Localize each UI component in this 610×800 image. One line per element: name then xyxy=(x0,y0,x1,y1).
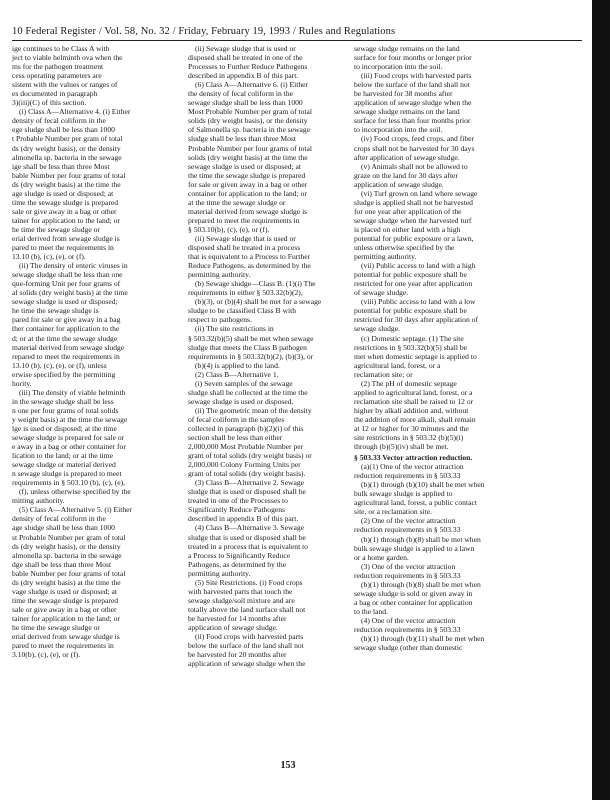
text-line: sludge that is used or disposed shall be xyxy=(188,487,306,497)
text-line: he time the sewage sludge is xyxy=(12,306,99,316)
text-line: sewage sludge. xyxy=(354,324,400,334)
text-line: (ii) Sewage sludge that is used or xyxy=(195,233,296,243)
text-line: (2) The pH of domestic septage xyxy=(361,378,457,388)
text-line: higher by alkali addition and, without xyxy=(354,405,469,415)
text-line: restrictions in § 503.32(b)(5) shall be xyxy=(354,342,468,352)
text-line: ject to viable helminth ova when the xyxy=(12,53,123,63)
text-line: (c) Domestic septage. (1) The site xyxy=(361,333,464,343)
text-line: 3.10(b), (c), (e), or (f). xyxy=(12,650,81,660)
text-line: of sewage sludge. xyxy=(354,288,409,298)
text-line: ds (dry weight basis) at the time the xyxy=(12,577,121,587)
text-line: requirements in § 503.32(b)(2), (b)(3), or xyxy=(188,351,314,361)
text-line: application of sewage sludge. xyxy=(188,623,278,632)
text-line: (2) One of the vector attraction xyxy=(361,516,456,526)
scan-edge-shadow xyxy=(592,0,610,800)
text-line: (iv) Food crops, feed crops, and fiber xyxy=(361,134,475,144)
text-line: gram of total solids (dry weight basis) or xyxy=(188,451,312,461)
text-line: collected in paragraph (b)(2)(i) of this xyxy=(188,423,304,433)
text-line: sludge to be classified Class B with xyxy=(188,306,296,316)
text-line: for one year after application of the xyxy=(354,206,462,216)
text-line: bable Number per four grams of total xyxy=(12,568,126,578)
text-line: sale or give away in a bag or other xyxy=(12,206,117,216)
text-line: (viii) Public access to land with a low xyxy=(361,297,476,307)
text-line: erial derived from sewage sludge is xyxy=(12,632,120,642)
text-line: (ii) The site restrictions in xyxy=(195,324,274,334)
text-line: sewage sludge shall be less than one xyxy=(12,270,123,280)
text-line: surface for less than four months prior xyxy=(354,116,471,126)
text-line: sewage sludge when the harvested turf xyxy=(354,215,472,225)
text-line: (iii) Food crops with harvested parts xyxy=(361,71,472,81)
text-line: bulk sewage sludge is applied to xyxy=(354,489,453,499)
text-line: ege sludge shall be less than 1000 xyxy=(12,125,115,135)
text-line: hority. xyxy=(12,378,32,388)
text-line: density of fecal coliform in the xyxy=(12,116,106,126)
text-line: sewage sludge remains on the land xyxy=(354,107,460,117)
text-line: cess operating parameters are xyxy=(12,71,102,81)
text-line: reduction requirements in § 503.33 xyxy=(354,471,461,481)
text-line: with harvested parts that touch the xyxy=(188,586,293,596)
text-line: described in appendix B of this part. xyxy=(188,71,299,81)
text-line: sewage sludge is prepared for sale or xyxy=(12,433,125,443)
text-line: prepared to meet the requirements in xyxy=(188,215,300,225)
text-line: totally above the land surface shall not xyxy=(188,604,306,614)
text-line: unless otherwise specified by the xyxy=(354,243,455,253)
text-line: erwise specified by the permitting xyxy=(12,369,116,379)
text-line: (vi) Turf grown on land where sewage xyxy=(361,188,478,198)
text-line: after application of sewage sludge. xyxy=(354,152,460,162)
text-column-2 xyxy=(188,44,358,668)
text-line: density of fecal coliform in the xyxy=(12,514,106,524)
text-line: ds (dry weight basis), or the density xyxy=(12,143,121,153)
text-line: reduction requirements in § 503.33 xyxy=(354,625,461,634)
text-line: sludge shall be collected at the time the xyxy=(188,387,308,397)
text-line: ds (dry weight basis) at the time the xyxy=(12,179,121,189)
text-line: Pathogens, as determined by the xyxy=(188,559,287,569)
text-line: (b)(1) through (b)(11) shall be met when xyxy=(361,634,485,644)
text-line: sludge shall be less than three Most xyxy=(188,134,296,144)
page-number: 153 xyxy=(280,760,296,771)
text-line: pared to meet the requirements in xyxy=(12,243,114,253)
text-line: site restrictions in § 503.32 (b)(5)(i) xyxy=(354,433,464,443)
text-line: restricted for 30 days after application of xyxy=(354,315,478,325)
text-line: vage sludge is used or disposed; at xyxy=(12,586,118,596)
text-line: sewage sludge remains on the land xyxy=(354,44,460,53)
text-line: 3)(iii)(C) of this section. xyxy=(12,98,87,108)
text-line: (b)(4) is applied to the land. xyxy=(195,360,280,370)
text-line: reclamation site; or xyxy=(354,369,413,379)
text-line: § 503.33 Vector attraction reduction. xyxy=(354,453,473,463)
text-line: age sludge is used or disposed; at xyxy=(12,188,114,198)
text-line: material derived from sewage sludge is xyxy=(188,206,308,216)
text-line: (b) Sewage sludge—Class B. (1)(i) The xyxy=(195,279,316,289)
text-line: restricted for one year after application xyxy=(354,279,473,289)
text-line: permitting authority. xyxy=(188,270,251,280)
text-line: a Process to Significantly Reduce xyxy=(188,550,291,560)
text-line: sewage sludge is used or disposed; xyxy=(12,297,118,307)
text-column-1 xyxy=(12,44,182,659)
text-line: 2,000,000 Colony Forming Units per xyxy=(188,460,301,470)
text-line: section shall be less than either xyxy=(188,433,283,443)
running-header: 10 Federal Register / Vol. 58, No. 32 / Friday, February 19, 1993 / Rules and Regulations xyxy=(12,26,396,37)
text-line: time the sewage sludge is prepared xyxy=(12,197,119,207)
text-line: he time the sewage sludge or xyxy=(12,623,100,632)
text-line: Reduce Pathogens, as determined by the xyxy=(188,261,311,271)
text-line: (5) Site Restrictions. (i) Food crops xyxy=(195,577,303,587)
text-line: permitting authority. xyxy=(188,568,251,578)
text-line: sludge that meets the Class B pathogen xyxy=(188,342,307,352)
text-line: permitting authority. xyxy=(354,252,417,262)
text-line: al solids (dry weight basis) at the time xyxy=(12,288,128,298)
text-line: t Probable Number per gram of total xyxy=(12,134,123,144)
text-line: (ii) Sewage sludge that is used or xyxy=(195,44,296,53)
text-line: requirements in either § 503.32(b)(2), xyxy=(188,288,303,298)
text-line: be harvested for 14 months after xyxy=(188,613,287,623)
text-line: met when domestic septage is applied to xyxy=(354,351,477,361)
text-line: time the sewage sludge is prepared xyxy=(12,595,119,605)
text-line: solids (dry weight basis) at the time the xyxy=(188,152,308,162)
text-line: described in appendix B of this part. xyxy=(188,514,299,524)
text-line: (b)(1) through (b)(8) shall be met when xyxy=(361,534,481,544)
text-line: lication to the land; or at the time xyxy=(12,451,114,461)
text-line: sewage sludge is used or disposed. xyxy=(188,396,294,406)
text-line: (5) Class A—Alternative 5. (i) Either xyxy=(19,505,133,515)
text-line: (4) Class B—Alternative 3. Sewage xyxy=(195,523,305,533)
text-line: container for application to the land; or xyxy=(188,188,307,198)
text-line: ds (dry weight basis), or the density xyxy=(12,541,121,551)
text-line: (b)(1) through (b)(10) shall be met when xyxy=(361,480,485,490)
text-line: repared to meet the requirements in xyxy=(12,351,120,361)
text-line: gram of total solids (dry weight basis). xyxy=(188,469,306,479)
text-line: (f), unless otherwise specified by the xyxy=(19,487,131,497)
text-line: ige shall be less than three Most xyxy=(12,161,110,171)
text-line: for sale or given away in a bag or other xyxy=(188,179,308,189)
text-line: agricultural land, forest, a public contact xyxy=(354,498,477,508)
text-line: (6) Class A—Alternative 6. (i) Either xyxy=(195,80,309,90)
text-line: Significantly Reduce Pathogens xyxy=(188,505,286,515)
text-line: applied to agricultural land, forest, or a xyxy=(354,387,473,397)
text-line: reduction requirements in § 503.33 xyxy=(354,525,461,535)
text-line: ther container for application to the xyxy=(12,324,120,334)
text-line: disposed shall be treated in one of the xyxy=(188,53,303,63)
text-line: site, or a reclamation site. xyxy=(354,507,433,517)
text-line: reduction requirements in § 503.33 xyxy=(354,570,461,580)
text-line: (2) Class B—Alternative 1. xyxy=(195,369,279,379)
text-line: § 503.10(b), (c), (e), or (f). xyxy=(188,224,270,234)
text-line: the time the sewage sludge is prepared xyxy=(188,170,306,180)
text-line: potential for public exposure shall be xyxy=(354,270,467,280)
text-line: Probable Number per four grams of total xyxy=(188,143,312,153)
text-line: treated in a process that is equivalent to xyxy=(188,541,308,551)
text-line: (3) Class B—Alternative 2. Sewage xyxy=(195,478,305,488)
text-line: dge shall be less than three Most xyxy=(12,559,112,569)
text-line: tainer for application to the land; or xyxy=(12,215,120,225)
text-line: sewage sludge is used or disposed; at xyxy=(188,161,302,171)
text-line: 2,000,000 Most Probable Number per xyxy=(188,442,304,452)
text-line: pared to meet the requirements in xyxy=(12,641,114,651)
text-line: (b)(1) through (b)(8) shall be met when xyxy=(361,579,481,589)
text-line: at the time the sewage sludge or xyxy=(188,197,286,207)
text-line: (ii) The density of enteric viruses in xyxy=(19,261,128,271)
text-line: (3) One of the vector attraction xyxy=(361,561,456,571)
text-line: sewage sludge or material derived xyxy=(12,460,116,470)
text-line: he time the sewage sludge or xyxy=(12,224,100,234)
text-line: potential for public exposure shall be xyxy=(354,306,467,316)
text-line: is placed on either land with a high xyxy=(354,224,461,234)
text-line: Processes to Further Reduce Pathogens xyxy=(188,62,308,72)
text-line: at 12 or higher for 30 minutes and the xyxy=(354,423,469,433)
text-line: 13.10 (b), (c), (e), or (f), unless xyxy=(12,360,107,370)
text-line: disposed shall be treated in a process xyxy=(188,243,301,253)
text-line: application of sewage sludge when the xyxy=(188,659,306,669)
header-rule xyxy=(12,40,582,41)
text-line: (b)(3), or (b)(4) shall be met for a sewage xyxy=(195,297,322,307)
text-line: y weight basis) at the time the sewage xyxy=(12,414,128,424)
text-line: sistent with the values or ranges of xyxy=(12,80,118,90)
text-line: (i) Class A—Alternative 4. (i) Either xyxy=(19,107,131,117)
text-line: graze on the land for 30 days after xyxy=(354,170,458,180)
text-line: tainer for application to the land; or xyxy=(12,613,120,623)
text-line: sewage sludge (other than domestic xyxy=(354,643,463,653)
text-line: or a home garden. xyxy=(354,552,409,562)
text-line: to incorporation into the soil. xyxy=(354,62,443,72)
text-line: bable Number per four grams of total xyxy=(12,170,126,180)
text-line: sale or give away in a bag or other xyxy=(12,604,117,614)
text-line: of Salmonella sp. bacteria in the sewage xyxy=(188,125,311,135)
text-line: sewage sludge shall be less than 1000 xyxy=(188,98,303,108)
text-line: a bag or other container for application xyxy=(354,597,473,607)
text-line: (a)(1) One of the vector attraction xyxy=(361,462,464,472)
text-column-3 xyxy=(354,44,524,652)
text-line: almonella sp. bacteria in the sewage xyxy=(12,550,122,560)
text-line: be harvested for 38 months after xyxy=(354,89,453,99)
text-line: es documented in paragraph xyxy=(12,89,98,99)
text-line: (i) Seven samples of the sewage xyxy=(195,378,293,388)
text-line: mitting authority. xyxy=(12,496,65,506)
text-line: almonella sp. bacteria in the sewage xyxy=(12,152,122,162)
text-line: (4) One of the vector attraction xyxy=(361,615,456,625)
text-line: bulk sewage sludge is applied to a lawn xyxy=(354,543,475,553)
text-line: reclamation site shall be raised to 12 or xyxy=(354,396,474,406)
text-line: the density of fecal coliform in the xyxy=(188,89,294,99)
text-line: d; or at the time the sewage sludge xyxy=(12,333,118,343)
text-line: solids (dry weight basis), or the density xyxy=(188,116,308,126)
text-line: potential for public exposure or a lawn, xyxy=(354,233,474,243)
text-line: (vii) Public access to land with a high xyxy=(361,261,476,271)
text-line: n sewage sludge is prepared to meet xyxy=(12,469,122,479)
text-line: (ii) Food crops with harvested parts xyxy=(195,632,304,642)
text-line: pared for sale or give away in a bag xyxy=(12,315,121,325)
text-line: of fecal coliform in the samples xyxy=(188,414,285,424)
text-line: surface for four months or longer prior xyxy=(354,53,472,63)
text-line: below the surface of the land shall not xyxy=(354,80,470,90)
text-line: be harvested for 20 months after xyxy=(188,650,287,660)
text-line: application of sewage sludge. xyxy=(354,179,444,189)
text-line: treated in one of the Processes to xyxy=(188,496,288,506)
text-line: ms for the pathogen treatment xyxy=(12,62,104,72)
text-line: crops shall not be harvested for 30 days xyxy=(354,143,475,153)
text-line: through (b)(5)(iv) shall be met. xyxy=(354,442,449,452)
text-line: que-forming Unit per four grams of xyxy=(12,279,121,289)
text-line: respect to pathogens. xyxy=(188,315,252,325)
text-line: ige continues to be Class A with xyxy=(12,44,110,53)
text-line: (iii) The density of viable helminth xyxy=(19,387,126,397)
text-line: to the land. xyxy=(354,606,388,616)
text-line: material derived from sewage sludge xyxy=(12,342,125,352)
text-line: (v) Animals shall not be allowed to xyxy=(361,161,468,171)
text-line: n one per four grams of total solids xyxy=(12,405,119,415)
text-line: sludge that is used or disposed shall be xyxy=(188,532,306,542)
text-line: application of sewage sludge when the xyxy=(354,98,472,108)
text-line: to incorporation into the soil. xyxy=(354,125,443,135)
text-line: the addition of more alkali, shall remain xyxy=(354,414,476,424)
text-line: e away in a bag or other container for xyxy=(12,442,126,452)
text-line: sewage sludge is sold or given away in xyxy=(354,588,473,598)
text-line: Most Probable Number per gram of total xyxy=(188,107,313,117)
text-line: sewage sludge/soil mixture and are xyxy=(188,595,295,605)
text-line: sludge is applied shall not be harvested xyxy=(354,197,473,207)
text-line: that is equivalent to a Process to Further xyxy=(188,252,311,262)
text-line: age sludge shall be less than 1000 xyxy=(12,523,115,533)
text-line: (ii) The geometric mean of the density xyxy=(195,405,312,415)
text-line: § 503.32(b)(5) shall be met when sewage xyxy=(188,333,314,343)
text-line: below the surface of the land shall not xyxy=(188,641,304,651)
text-line: lge is used or disposed; at the time xyxy=(12,423,117,433)
text-line: 13.10 (b), (c), (e), or (f). xyxy=(12,252,86,262)
text-line: st Probable Number per gram of total xyxy=(12,532,126,542)
text-line: in the sewage sludge shall be less xyxy=(12,396,114,406)
text-line: erial derived from sewage sludge is xyxy=(12,233,120,243)
text-line: requirements in § 503.10 (b), (c), (e), xyxy=(12,478,126,488)
text-line: agricultural land, forest, or a xyxy=(354,360,441,370)
